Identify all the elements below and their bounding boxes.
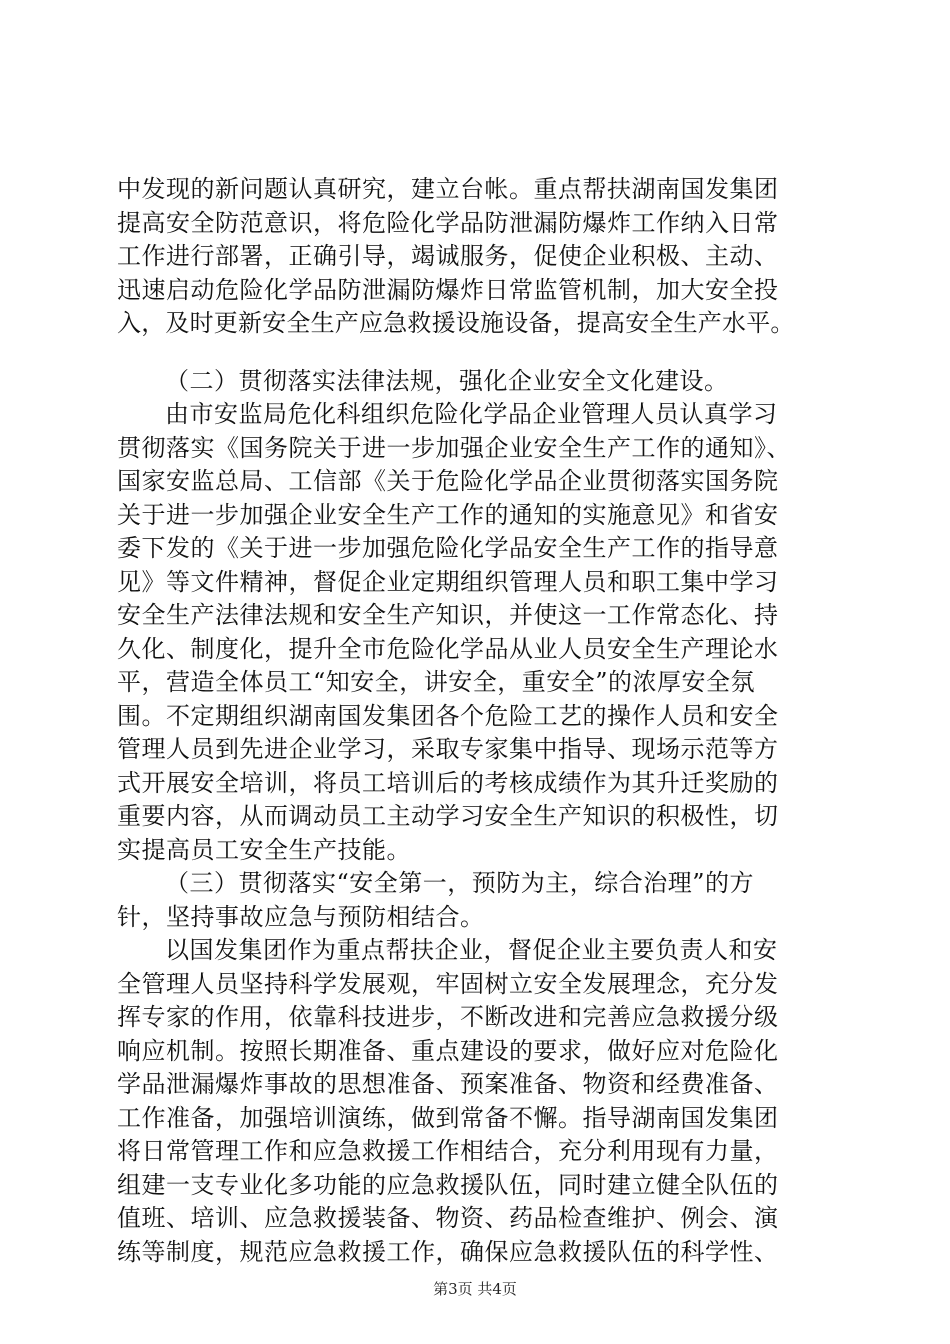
paragraph-3: [117, 934, 837, 1269]
text-line: 国家安监总局、工信部《关于危险化学品企业贯彻落实国务院: [117, 467, 779, 495]
text-line: 将日常管理工作和应急救援工作相结合，充分利用现有力量，: [117, 1137, 779, 1165]
paragraph-continuation: [117, 173, 837, 341]
text-line: 学品泄漏爆炸事故的思想准备、预案准备、物资和经费准备、: [117, 1070, 779, 1098]
text-line: 见》等文件精神，督促企业定期组织管理人员和职工集中学习: [117, 567, 779, 596]
text-line: 工作准备，加强培训演练，做到常备不懈。指导湖南国发集团: [117, 1103, 779, 1132]
text-line: 实提高员工安全生产技能。: [117, 835, 411, 864]
page-number-footer: 第3页 共4页: [433, 1280, 517, 1298]
text-line: 平，营造全体员工“知安全，讲安全，重安全”的浓厚安全氛: [117, 668, 756, 696]
text-line: 式开展安全培训，将员工培训后的考核成绩作为其升迁奖励的: [117, 768, 779, 797]
text-line: 值班、培训、应急救援装备、物资、药品检查维护、例会、演: [117, 1204, 779, 1232]
text-line: （三）贯彻落实“安全第一，预防为主，综合治理”的方: [165, 869, 755, 897]
text-line: 重要内容，从而调动员工主动学习安全生产知识的积极性，切: [117, 802, 779, 830]
text-line: 以国发集团作为重点帮扶企业，督促企业主要负责人和安: [165, 936, 778, 964]
text-line: 迅速启动危险化学品防泄漏防爆炸日常监管机制，加大安全投: [117, 275, 779, 304]
document-body: [117, 173, 837, 1269]
text-line: 练等制度，规范应急救援工作，确保应急救援队伍的科学性、: [117, 1237, 779, 1266]
text-line: 挥专家的作用，依靠科技进步，不断改进和完善应急救援分级: [117, 1003, 779, 1031]
text-line: 贯彻落实《国务院关于进一步加强企业安全生产工作的通知》、: [117, 433, 791, 462]
paragraph-2: [117, 398, 837, 867]
text-line: 工作进行部署，正确引导，竭诚服务，促使企业积极、主动、: [117, 242, 779, 270]
text-line: 由市安监局危化科组织危险化学品企业管理人员认真学习: [165, 400, 778, 428]
text-line: 针，坚持事故应急与预防相结合。: [117, 902, 485, 931]
text-line: 中发现的新问题认真研究，建立台帐。重点帮扶湖南国发集团: [117, 175, 779, 203]
text-line: 组建一支专业化多功能的应急救援队伍，同时建立健全队伍的: [117, 1170, 779, 1199]
text-line: 管理人员到先进企业学习，采取专家集中指导、现场示范等方: [117, 735, 779, 763]
text-line: 提高安全防范意识，将危险化学品防泄漏防爆炸工作纳入日常: [117, 208, 779, 237]
text-line: 入，及时更新安全生产应急救援设施设备，提高安全生产水平。: [117, 309, 795, 337]
text-line: 响应机制。按照长期准备、重点建设的要求，做好应对危险化: [117, 1036, 779, 1065]
text-line: 围。不定期组织湖南国发集团各个危险工艺的操作人员和安全: [117, 701, 779, 730]
text-line: 久化、制度化，提升全市危险化学品从业人员安全生产理论水: [117, 634, 779, 663]
text-line: 关于进一步加强企业安全生产工作的通知的实施意见》和省安: [117, 500, 779, 529]
section-heading-2: （二）贯彻落实法律法规，强化企业安全文化建设。: [165, 366, 729, 395]
text-line: 安全生产法律法规和安全生产知识，并使这一工作常态化、持: [117, 601, 779, 629]
text-line: 全管理人员坚持科学发展观，牢固树立安全发展理念，充分发: [117, 969, 779, 998]
section-heading-3: [117, 867, 837, 934]
paragraph-gap: [117, 341, 837, 365]
text-line: 委下发的《关于进一步加强危险化学品安全生产工作的指导意: [117, 534, 779, 562]
